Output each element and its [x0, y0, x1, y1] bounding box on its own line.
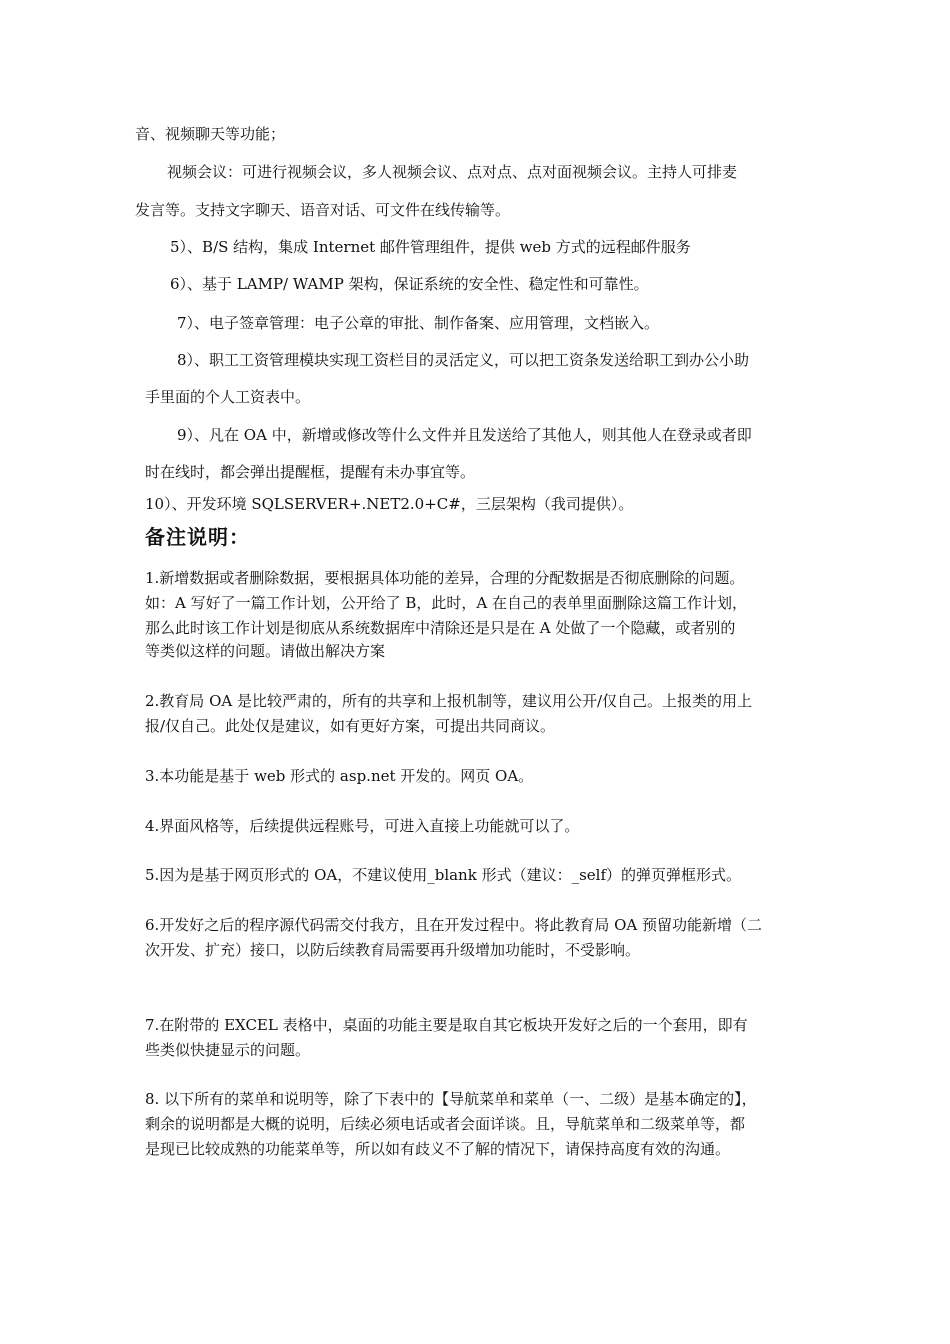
intro-line: 音、视频聊天等功能；	[135, 125, 286, 143]
feature-7: 7）、电子签章管理：电子公章的审批、制作备案、应用管理，文档嵌入。	[177, 314, 660, 332]
note-8-line-3: 是现已比较成熟的功能菜单等，所以如有歧义不了解的情况下，请保持高度有效的沟通。	[145, 1140, 731, 1158]
feature-9-line-1: 9）、凡在 OA 中，新增或修改等什么文件并且发送给了其他人，则其他人在登录或者即	[177, 426, 752, 444]
note-2-line-2: 报/仅自己。此处仅是建议，如有更好方案，可提出共同商议。	[145, 717, 556, 735]
feature-5: 5）、B/S 结构，集成 Internet 邮件管理组件，提供 web 方式的远程邮件服务	[170, 238, 691, 256]
note-1-line-1: 1.新增数据或者删除数据，要根据具体功能的差异，合理的分配数据是否彻底删除的问题。	[145, 569, 745, 587]
video-conference-line-2: 发言等。支持文字聊天、语音对话、可文件在线传输等。	[135, 201, 511, 219]
note-1-line-2: 如：A 写好了一篇工作计划，公开给了 B，此时，A 在自己的表单里面删除这篇工作计划，	[145, 594, 747, 612]
video-conference-line-1: 视频会议：可进行视频会议，多人视频会议、点对点、点对面视频会议。主持人可排麦	[167, 163, 738, 181]
note-6-line-1: 6.开发好之后的程序源代码需交付我方，且在开发过程中。将此教育局 OA 预留功能新增（二	[145, 916, 762, 934]
feature-8-line-1: 8）、职工工资管理模块实现工资栏目的灵活定义，可以把工资条发送给职工到办公小助	[177, 351, 750, 369]
note-1-line-3: 那么此时该工作计划是彻底从系统数据库中清除还是只是在 A 处做了一个隐藏，或者别的	[145, 619, 736, 637]
note-3: 3.本功能是基于 web 形式的 asp.net 开发的。网页 OA。	[145, 767, 534, 785]
feature-10: 10）、开发环境 SQLSERVER+.NET2.0+C#，三层架构（我司提供）。	[145, 495, 634, 513]
note-4: 4.界面风格等，后续提供远程账号，可进入直接上功能就可以了。	[145, 817, 580, 835]
note-1-line-4: 等类似这样的问题。请做出解决方案	[145, 642, 386, 660]
note-7-line-2: 些类似快捷显示的问题。	[145, 1041, 311, 1059]
note-5: 5.因为是基于网页形式的 OA，不建议使用_blank 形式（建议：_self）的弹页弹框形式。	[145, 866, 741, 884]
note-6-line-2: 次开发、扩充）接口，以防后续教育局需要再升级增加功能时，不受影响。	[145, 941, 641, 959]
note-8-line-1: 8. 以下所有的菜单和说明等，除了下表中的【导航菜单和菜单（一、二级）是基本确定的】，	[145, 1090, 757, 1108]
notes-heading: 备注说明：	[145, 525, 250, 549]
feature-8-line-2: 手里面的个人工资表中。	[145, 388, 311, 406]
note-8-line-2: 剩余的说明都是大概的说明，后续必须电话或者会面详谈。且，导航菜单和二级菜单等，都	[145, 1115, 746, 1133]
feature-9-line-2: 时在线时，都会弹出提醒框，提醒有未办事宜等。	[145, 463, 476, 481]
note-7-line-1: 7.在附带的 EXCEL 表格中，桌面的功能主要是取自其它板块开发好之后的一个套用，即有	[145, 1016, 748, 1034]
feature-6: 6）、基于 LAMP/ WAMP 架构，保证系统的安全性、稳定性和可靠性。	[170, 275, 649, 293]
note-2-line-1: 2.教育局 OA 是比较严肃的，所有的共享和上报机制等，建议用公开/仅自己。上报类的用上	[145, 692, 753, 710]
